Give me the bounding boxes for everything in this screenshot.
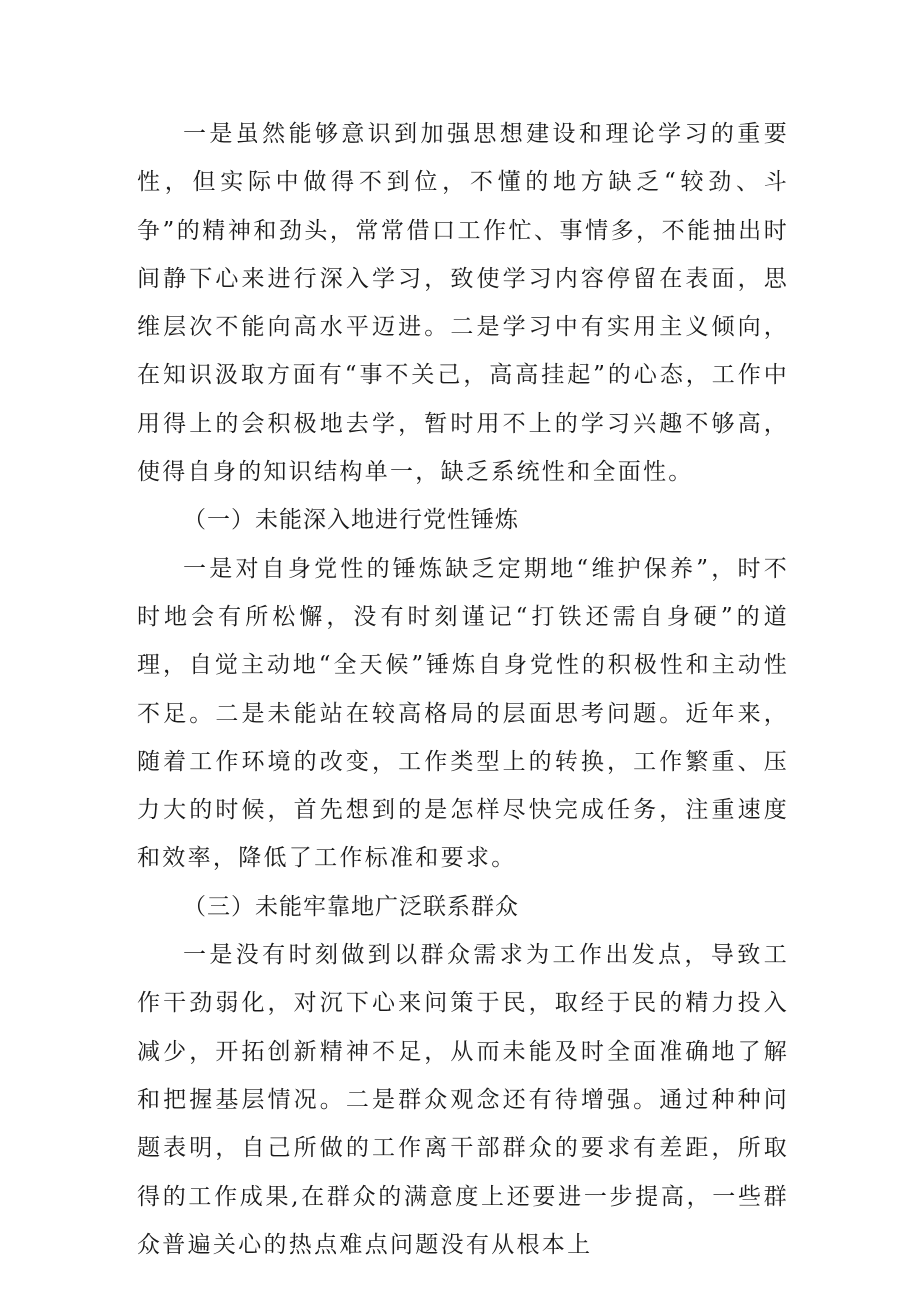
paragraph-masses: 一是没有时刻做到以群众需求为工作出发点，导致工作干劲弱化，对沉下心来问策于民，取经于民的精力投入减少，开拓创新精神不足，从而未能及时全面准确地了解和把握基层情况。二是群众观念还有待增强。通过种种问题表明，自己所做的工作离干部群众的要求有差距，所取得的工作成果,在群众的满意度上还要进一步提高，一些群众普遍关心的热点难点问题没有从根本上 [137, 942, 789, 1258]
paragraph-party-spirit: 一是对自身党性的锤炼缺乏定期地“维护保养”，时不时地会有所松懈，没有时刻谨记“打铁还需自身硬”的道理，自觉主动地“全天候”锤炼自身党性的积极性和主动性不足。二是未能站在较高格局的层面思考问题。近年来，随着工作环境的改变，工作类型上的转换，工作繁重、压力大的时候，首先想到的是怎样尽快完成任务，注重速度和效率，降低了工作标准和要求。 [137, 555, 789, 872]
paragraph-study-issues: 一是虽然能够意识到加强思想建设和理论学习的重要性，但实际中做得不到位，不懂的地方缺乏“较劲、斗争”的精神和劲头，常常借口工作忙、事情多，不能抽出时间静下心来进行深入学习，致使学习内容停留在表面，思维层次不能向高水平迈进。二是学习中有实用主义倾向，在知识汲取方面有“事不关己，高高挂起”的心态，工作中用得上的会积极地去学，暂时用不上的学习兴趣不够高，使得自身的知识结构单一，缺乏系统性和全面性。 [137, 121, 789, 486]
document-body [137, 110, 789, 1269]
section-heading-party-spirit: （一）未能深入地进行党性锤炼 [183, 507, 519, 534]
section-heading-masses: （三）未能牢靠地广泛联系群众 [183, 893, 519, 920]
